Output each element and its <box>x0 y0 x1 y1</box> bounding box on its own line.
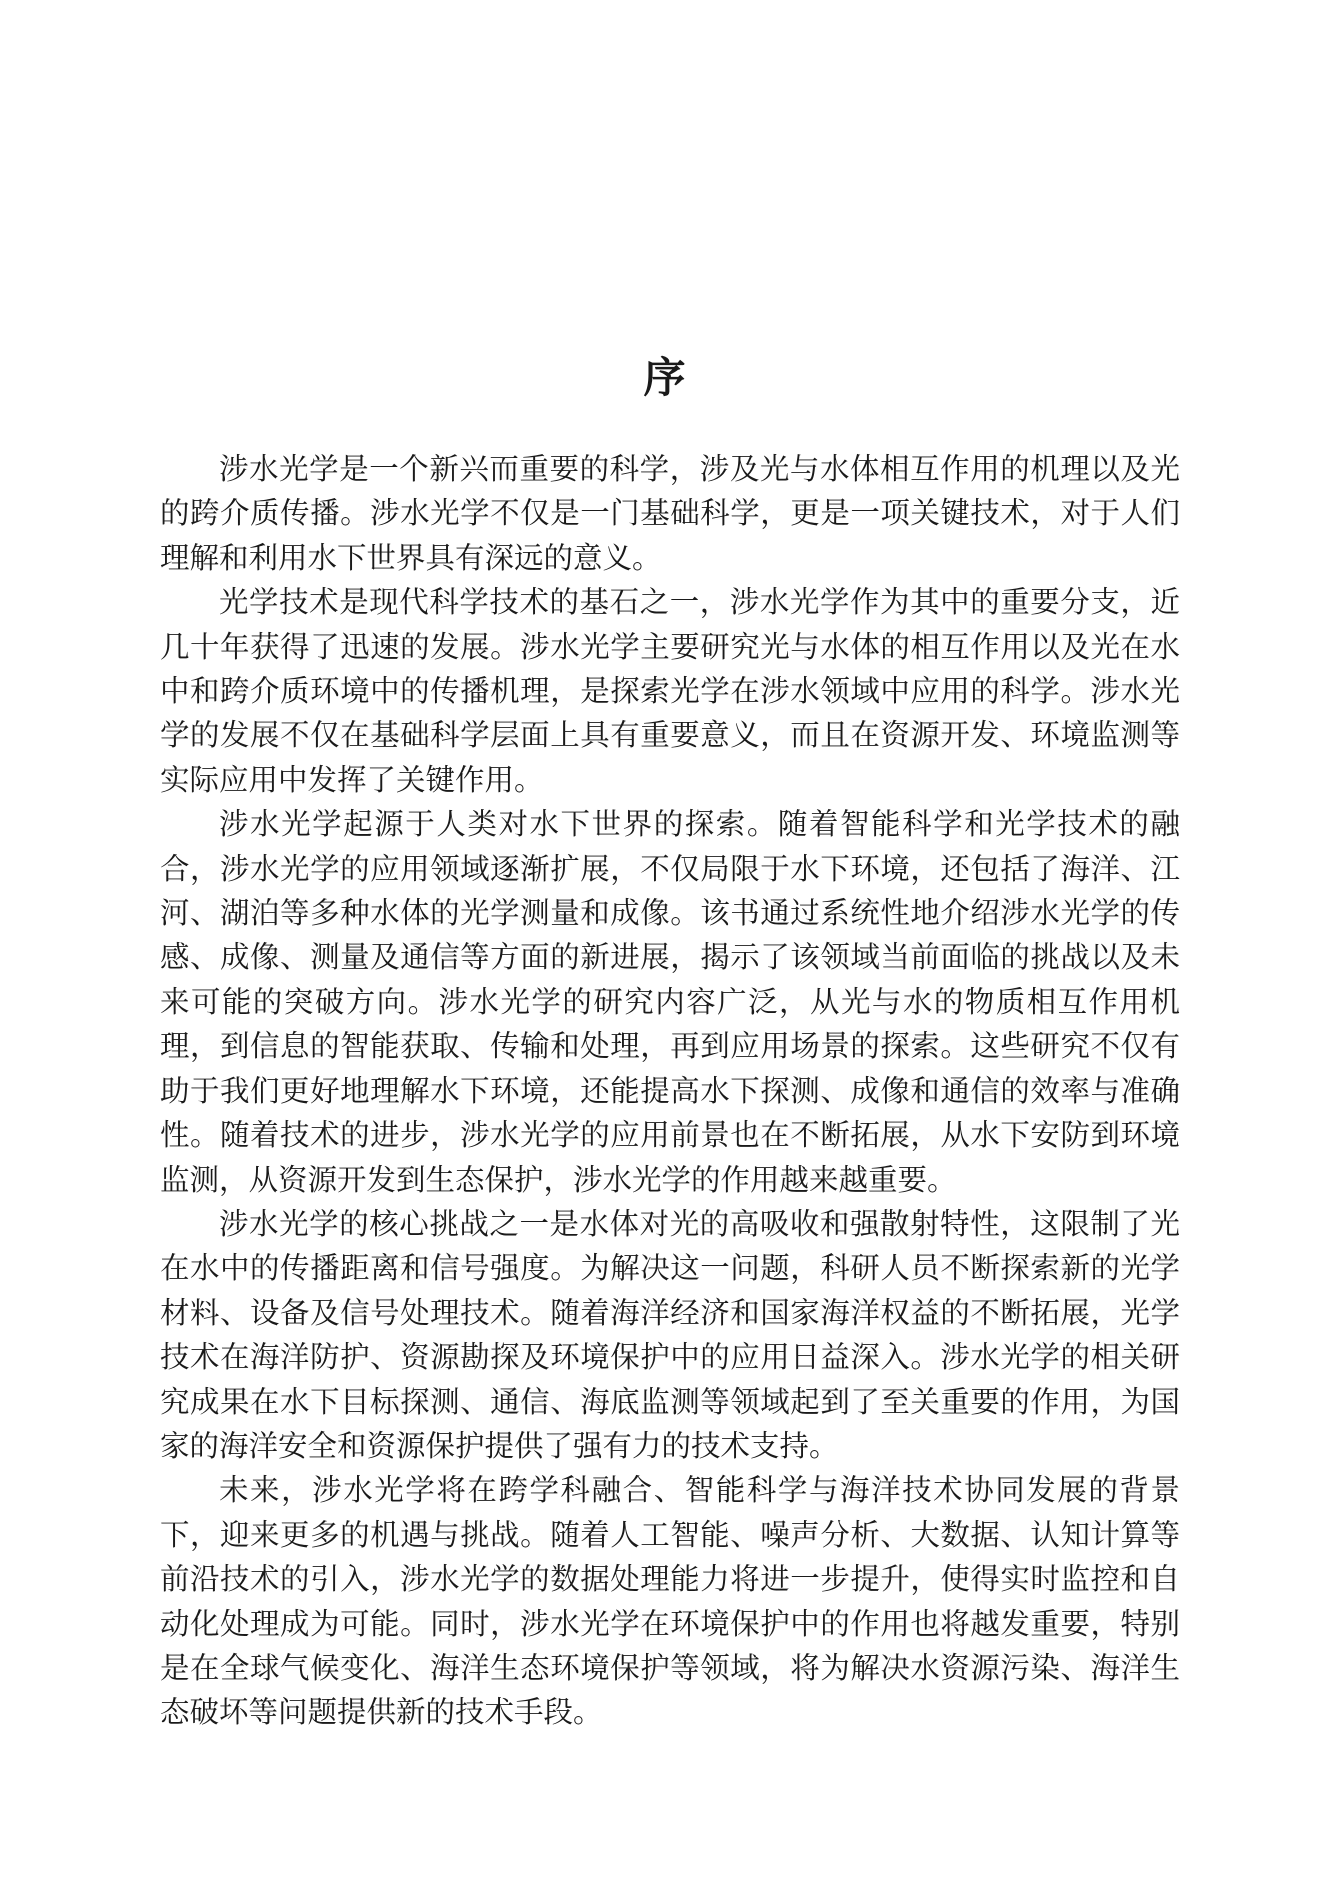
preface-body <box>160 447 1180 1735</box>
paragraph: 涉水光学是一个新兴而重要的科学，涉及光与水体相互作用的机理以及光的跨介质传播。涉水光学不仅是一门基础科学，更是一项关键技术，对于人们理解和利用水下世界具有深远的意义。 <box>160 452 1180 575</box>
page-title: 序 <box>643 353 688 402</box>
paragraph: 未来，涉水光学将在跨学科融合、智能科学与海洋技术协同发展的背景下，迎来更多的机遇与挑战。随着人工智能、噪声分析、大数据、认知计算等前沿技术的引入，涉水光学的数据处理能力将进一步提升，使得实时监控和自动化处理成为可能。同时，涉水光学在环境保护中的作用也将越发重要，特别是在全球气候变化、海洋生态环境保护等领域，将为解决水资源污染、海洋生态破坏等问题提供新的技术手段。 <box>160 1473 1180 1730</box>
paragraph: 涉水光学的核心挑战之一是水体对光的高吸收和强散射特性，这限制了光在水中的传播距离和信号强度。为解决这一问题，科研人员不断探索新的光学材料、设备及信号处理技术。随着海洋经济和国家海洋权益的不断拓展，光学技术在海洋防护、资源勘探及环境保护中的应用日益深入。涉水光学的相关研究成果在水下目标探测、通信、海底监测等领域起到了至关重要的作用，为国家的海洋安全和资源保护提供了强有力的技术支持。 <box>160 1206 1180 1463</box>
paragraph: 光学技术是现代科学技术的基石之一，涉水光学作为其中的重要分支，近几十年获得了迅速的发展。涉水光学主要研究光与水体的相互作用以及光在水中和跨介质环境中的传播机理，是探索光学在涉水领域中应用的科学。涉水光学的发展不仅在基础科学层面上具有重要意义，而且在资源开发、环境监测等实际应用中发挥了关键作用。 <box>160 585 1180 797</box>
paragraph: 涉水光学起源于人类对水下世界的探索。随着智能科学和光学技术的融合，涉水光学的应用领域逐渐扩展，不仅局限于水下环境，还包括了海洋、江河、湖泊等多种水体的光学测量和成像。该书通过系统性地介绍涉水光学的传感、成像、测量及通信等方面的新进展，揭示了该领域当前面临的挑战以及未来可能的突破方向。涉水光学的研究内容广泛，从光与水的物质相互作用机理，到信息的智能获取、传输和处理，再到应用场景的探索。这些研究不仅有助于我们更好地理解水下环境，还能提高水下探测、成像和通信的效率与准确性。随着技术的进步，涉水光学的应用前景也在不断拓展，从水下安防到环境监测，从资源开发到生态保护，涉水光学的作用越来越重要。 <box>160 807 1180 1197</box>
